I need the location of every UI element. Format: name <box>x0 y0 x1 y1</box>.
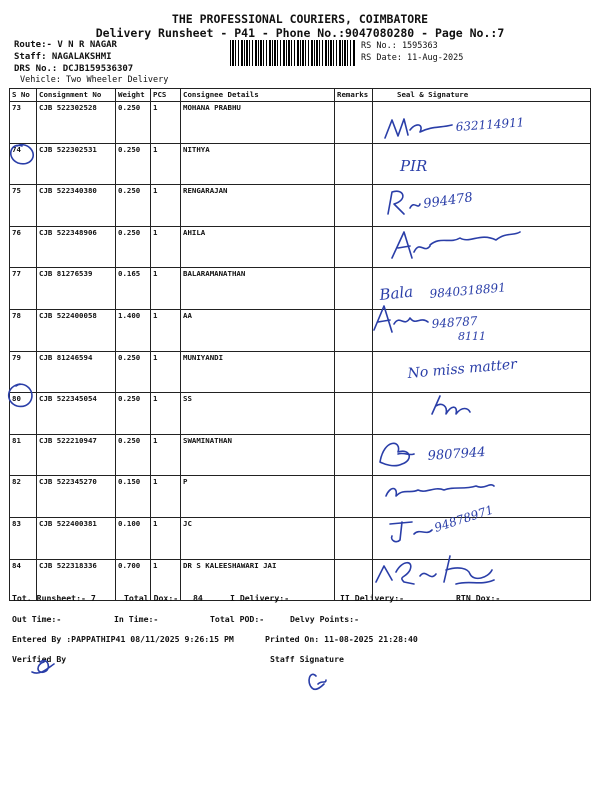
in-time: In Time:- <box>114 614 159 624</box>
out-time: Out Time:- <box>12 614 62 624</box>
cell-sno: 84 <box>10 559 37 601</box>
table-row <box>10 393 591 435</box>
col-consignee: Consignee Details <box>181 89 335 102</box>
cell-sno: 78 <box>10 309 37 351</box>
cell-weight: 0.250 <box>116 393 151 435</box>
cell-consignee: JC <box>181 517 335 559</box>
cell-pcs: 1 <box>151 102 181 144</box>
cell-remarks <box>335 476 373 518</box>
cell-signature <box>373 351 591 393</box>
verified-by: Verified By <box>12 654 67 664</box>
entered-by: Entered By :PAPPATHIP41 08/11/2025 9:26:15 PM <box>12 634 234 644</box>
cell-pcs: 1 <box>151 185 181 227</box>
cell-consignee: RENGARAJAN <box>181 185 335 227</box>
cell-remarks <box>335 143 373 185</box>
col-pcs: PCS <box>151 89 181 102</box>
table-row <box>10 351 591 393</box>
cell-pcs: 1 <box>151 309 181 351</box>
cell-pcs: 1 <box>151 143 181 185</box>
hw-78b: 8111 <box>458 330 486 343</box>
cell-consignment: CJB 522348906 <box>37 226 116 268</box>
cell-consignment: CJB 522318336 <box>37 559 116 601</box>
cell-weight: 0.100 <box>116 517 151 559</box>
cell-weight: 0.250 <box>116 102 151 144</box>
hw-77a: Bala <box>378 282 414 304</box>
cell-consignment: CJB 522345054 <box>37 393 116 435</box>
cell-consignee: DR S KALEESHAWARI JAI <box>181 559 335 601</box>
delvy-points: Delvy Points:- <box>290 614 360 624</box>
cell-weight: 0.250 <box>116 226 151 268</box>
table-header-row <box>10 89 591 102</box>
cell-weight: 0.250 <box>116 351 151 393</box>
rtn-dox: RTN Dox:- <box>456 593 501 603</box>
cell-sno: 75 <box>10 185 37 227</box>
table-row <box>10 559 591 601</box>
hw-83: 94878971 <box>432 502 496 535</box>
hw-81: 9807944 <box>427 444 487 464</box>
runsheet-table <box>9 88 591 601</box>
cell-consignee: AA <box>181 309 335 351</box>
table-row <box>10 309 591 351</box>
route-label: Route:- V N R NAGAR <box>14 40 117 50</box>
cell-weight: 1.400 <box>116 309 151 351</box>
cell-consignee: NITHYA <box>181 143 335 185</box>
cell-signature <box>373 476 591 518</box>
cell-consignee: BALARAMANATHAN <box>181 268 335 310</box>
rs-date: RS Date: 11-Aug-2025 <box>361 53 464 63</box>
table-row <box>10 476 591 518</box>
cell-sno: 77 <box>10 268 37 310</box>
cell-signature <box>373 226 591 268</box>
table-row <box>10 226 591 268</box>
cell-weight: 0.250 <box>116 143 151 185</box>
cell-consignment: CJB 81276539 <box>37 268 116 310</box>
ii-delivery: II Delivery:- <box>340 593 405 603</box>
cell-sno: 76 <box>10 226 37 268</box>
cell-remarks <box>335 226 373 268</box>
col-remarks: Remarks <box>335 89 373 102</box>
cell-weight: 0.165 <box>116 268 151 310</box>
table-row <box>10 517 591 559</box>
cell-signature <box>373 309 591 351</box>
printed-on: Printed On: 11-08-2025 21:28:40 <box>265 634 418 644</box>
table-row <box>10 143 591 185</box>
table-row <box>10 102 591 144</box>
cell-consignment: CJB 522302528 <box>37 102 116 144</box>
hw-77b: 9840318891 <box>429 280 507 301</box>
cell-remarks <box>335 434 373 476</box>
runsheet-subtitle: Delivery Runsheet - P41 - Phone No.:9047080280 - Page No.:7 <box>95 26 505 40</box>
company-title: THE PROFESSIONAL COURIERS, COIMBATORE <box>171 12 429 26</box>
rs-number: RS No.: 1595363 <box>361 41 438 51</box>
cell-sno: 74 <box>10 143 37 185</box>
cell-consignee: SWAMINATHAN <box>181 434 335 476</box>
cell-pcs: 1 <box>151 351 181 393</box>
cell-consignment: CJB 522302531 <box>37 143 116 185</box>
cell-signature <box>373 143 591 185</box>
cell-sno: 82 <box>10 476 37 518</box>
col-seal-signature: Seal & Signature <box>373 89 591 102</box>
cell-remarks <box>335 102 373 144</box>
cell-signature <box>373 185 591 227</box>
cell-pcs: 1 <box>151 517 181 559</box>
barcode <box>230 40 356 66</box>
vehicle-label: Vehicle: Two Wheeler Delivery <box>20 75 169 85</box>
cell-consignee: AHILA <box>181 226 335 268</box>
cell-consignment: CJB 522400058 <box>37 309 116 351</box>
table-row <box>10 268 591 310</box>
staff-signature-label: Staff Signature <box>270 654 344 664</box>
cell-remarks <box>335 185 373 227</box>
hw-73: 632114911 <box>455 115 525 134</box>
cell-sno: 79 <box>10 351 37 393</box>
cell-consignee: MOHANA PRABHU <box>181 102 335 144</box>
cell-consignee: MUNIYANDI <box>181 351 335 393</box>
cell-weight: 0.250 <box>116 185 151 227</box>
cell-signature <box>373 517 591 559</box>
cell-sno: 80 <box>10 393 37 435</box>
cell-consignment: CJB 522340380 <box>37 185 116 227</box>
cell-remarks <box>335 393 373 435</box>
cell-signature <box>373 268 591 310</box>
table-row <box>10 434 591 476</box>
col-weight: Weight <box>116 89 151 102</box>
hw-74: PIR <box>400 157 428 175</box>
cell-consignee: SS <box>181 393 335 435</box>
hw-75: 994478 <box>422 190 474 212</box>
hw-78a: 948787 <box>431 313 478 331</box>
cell-signature <box>373 102 591 144</box>
cell-weight: 0.150 <box>116 476 151 518</box>
total-dox-label: Total Dox:- <box>124 593 179 603</box>
cell-weight: 0.700 <box>116 559 151 601</box>
cell-sno: 83 <box>10 517 37 559</box>
cell-pcs: 1 <box>151 268 181 310</box>
col-sno: S No <box>10 89 37 102</box>
cell-pcs: 1 <box>151 559 181 601</box>
total-pod: Total POD:- <box>210 614 265 624</box>
i-delivery: I Delivery:- <box>230 593 290 603</box>
tot-runsheet: Tot. Runsheet:- 7 <box>12 593 96 603</box>
cell-remarks <box>335 268 373 310</box>
cell-sno: 73 <box>10 102 37 144</box>
hw-79: No miss matter <box>406 356 518 382</box>
staff-signature <box>309 674 326 689</box>
cell-consignee: P <box>181 476 335 518</box>
staff-label: Staff: NAGALAKSHMI <box>14 52 112 62</box>
cell-consignment: CJB 81246594 <box>37 351 116 393</box>
cell-pcs: 1 <box>151 434 181 476</box>
cell-remarks <box>335 351 373 393</box>
table-row <box>10 185 591 227</box>
cell-pcs: 1 <box>151 226 181 268</box>
drs-label: DRS No.: DCJB159536307 <box>14 64 134 74</box>
cell-remarks <box>335 517 373 559</box>
col-consignment: Consignment No <box>37 89 116 102</box>
cell-pcs: 1 <box>151 476 181 518</box>
cell-signature <box>373 434 591 476</box>
cell-consignment: CJB 522210947 <box>37 434 116 476</box>
cell-signature <box>373 393 591 435</box>
cell-consignment: CJB 522400381 <box>37 517 116 559</box>
cell-consignment: CJB 522345270 <box>37 476 116 518</box>
total-dox-count: 84 <box>193 593 203 603</box>
cell-sno: 81 <box>10 434 37 476</box>
cell-weight: 0.250 <box>116 434 151 476</box>
cell-remarks <box>335 309 373 351</box>
cell-pcs: 1 <box>151 393 181 435</box>
